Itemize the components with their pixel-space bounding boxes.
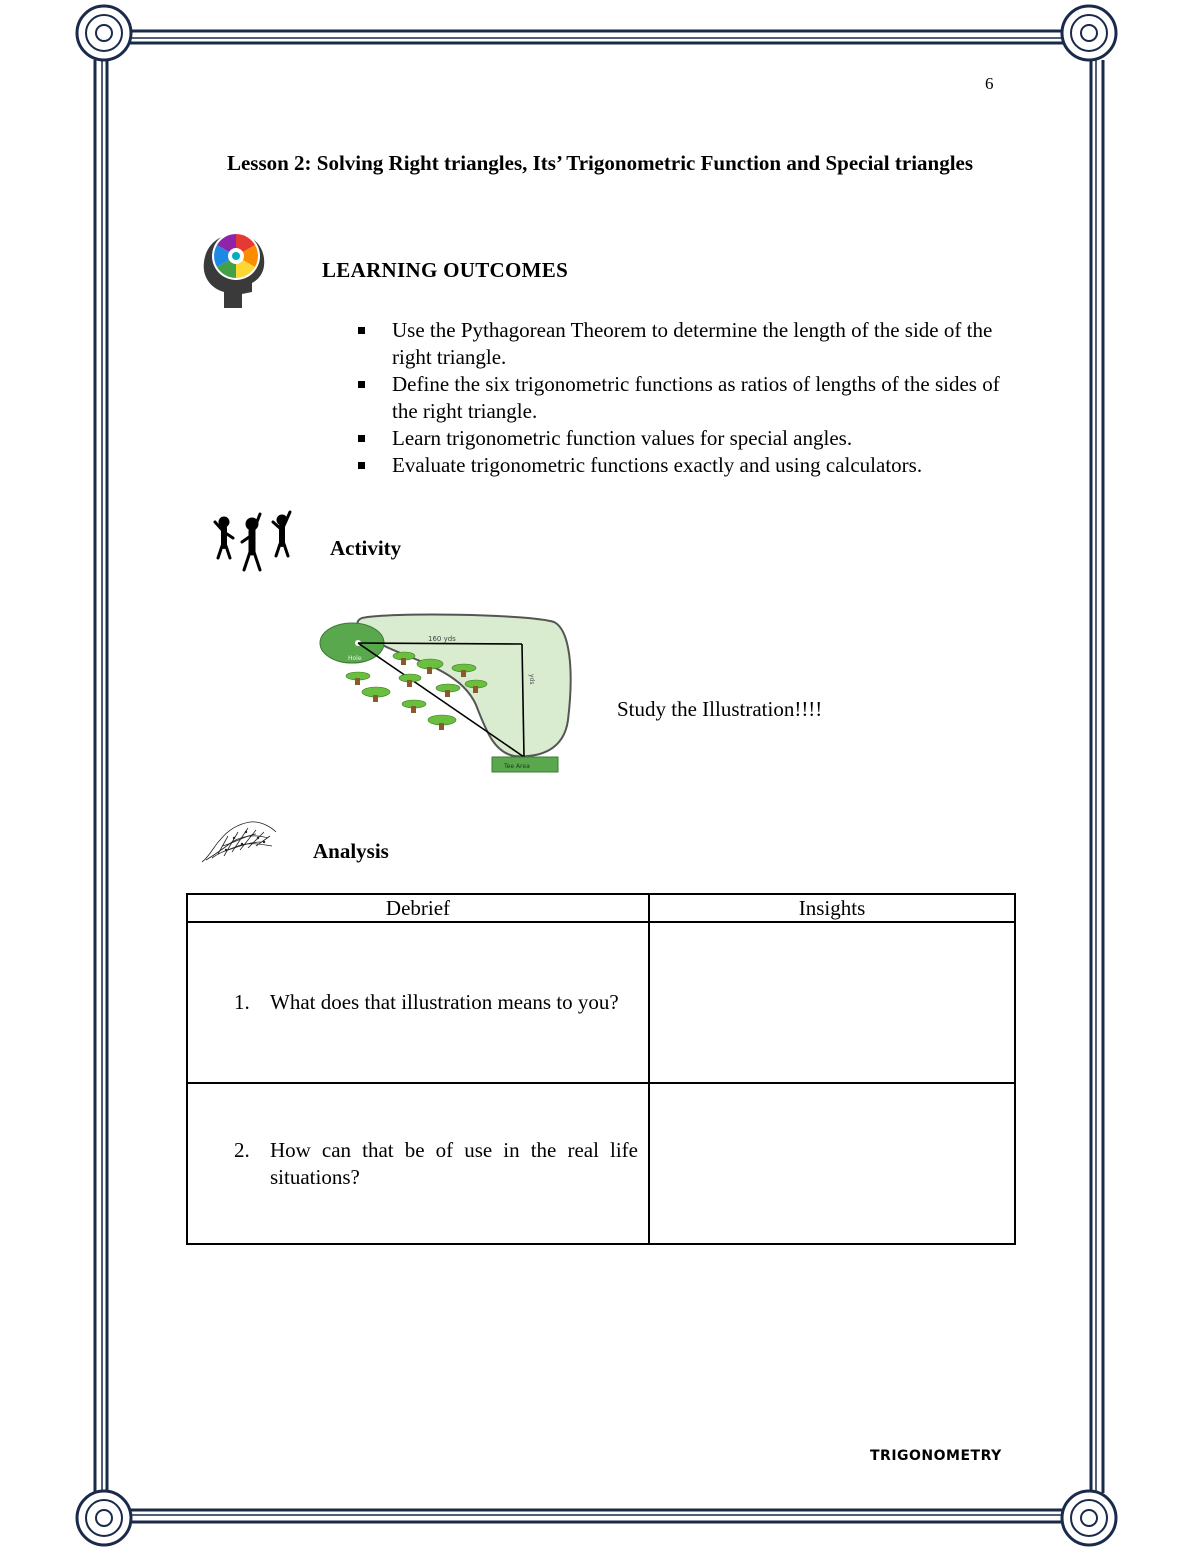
insight-cell[interactable] bbox=[649, 922, 1015, 1083]
question-number: 2. bbox=[234, 1137, 250, 1162]
top-leg-line bbox=[358, 643, 522, 644]
sketch-scribble-icon bbox=[198, 816, 282, 866]
learning-outcomes-heading: LEARNING OUTCOMES bbox=[322, 258, 569, 282]
footer-subject-label: TRIGONOMETRY bbox=[870, 1448, 1002, 1464]
list-item: Learn trigonometric function values for special angles. bbox=[355, 425, 1015, 452]
corner-ornament-top-right bbox=[1062, 6, 1116, 60]
question-number: 1. bbox=[234, 990, 250, 1014]
study-illustration-caption: Study the Illustration!!!! bbox=[617, 697, 823, 721]
debrief-column-header: Debrief bbox=[187, 894, 649, 922]
lesson-title: Lesson 2: Solving Right triangles, Its’ Trigonometric Function and Special triangles bbox=[226, 151, 974, 175]
bullet-icon bbox=[358, 435, 365, 442]
table-row bbox=[187, 1083, 1015, 1244]
bullet-icon bbox=[358, 327, 365, 334]
colorful-head-brain-icon bbox=[196, 222, 276, 312]
corner-ornament-bottom-left bbox=[77, 1491, 131, 1545]
golf-course-illustration bbox=[318, 610, 574, 776]
corner-ornament-bottom-right bbox=[1062, 1491, 1116, 1545]
debrief-cell bbox=[187, 922, 649, 1083]
top-distance-label: 160 yds bbox=[428, 635, 456, 643]
bullet-icon bbox=[358, 462, 365, 469]
people-cheering-icon bbox=[210, 508, 296, 574]
table-header-row bbox=[187, 894, 1015, 922]
list-item: Define the six trigonometric functions as ratios of lengths of the sides of the right triangle. bbox=[355, 371, 1015, 425]
debrief-cell bbox=[187, 1083, 649, 1244]
tee-area-label: Tee Area bbox=[504, 763, 530, 770]
analysis-heading: Analysis bbox=[313, 839, 389, 863]
table-row bbox=[187, 922, 1015, 1083]
list-item: Use the Pythagorean Theorem to determine the length of the side of the right triangle. bbox=[355, 317, 1015, 371]
side-distance-label: yds bbox=[528, 674, 535, 685]
insights-column-header: Insights bbox=[649, 894, 1015, 922]
bullet-icon bbox=[358, 381, 365, 388]
page-number: 6 bbox=[985, 74, 994, 93]
fairway-shape bbox=[357, 615, 570, 757]
activity-heading: Activity bbox=[330, 536, 402, 560]
insight-cell[interactable] bbox=[649, 1083, 1015, 1244]
list-item: Evaluate trigonometric functions exactly and using calculators. bbox=[355, 452, 1015, 479]
analysis-table bbox=[186, 893, 1016, 1245]
learning-outcomes-list bbox=[355, 317, 1015, 479]
question-text: What does that illustration means to you? bbox=[270, 990, 619, 1014]
corner-ornament-top-left bbox=[77, 6, 131, 60]
green-label: Hole bbox=[348, 655, 362, 662]
question-text: How can that be of use in the real life situations? bbox=[270, 1137, 638, 1189]
